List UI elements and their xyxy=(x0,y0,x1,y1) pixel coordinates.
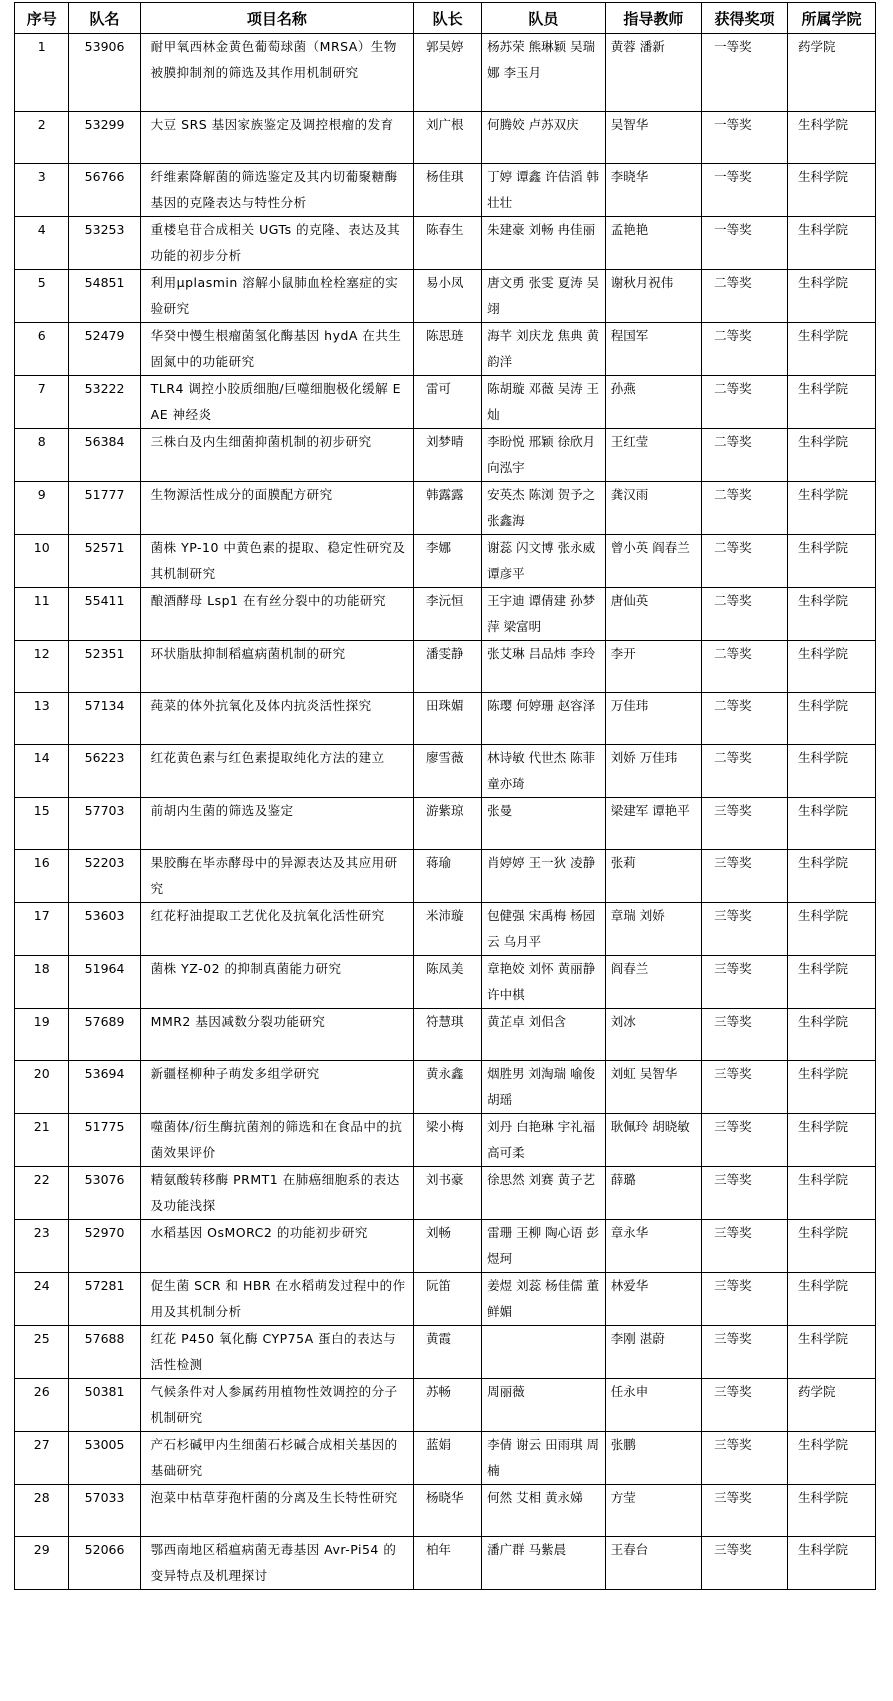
table-row xyxy=(15,164,876,217)
award-level: 三等奖 xyxy=(702,1273,788,1326)
team-id: 56384 xyxy=(69,429,140,482)
advisor-names: 张莉 xyxy=(605,850,701,903)
row-index: 20 xyxy=(15,1061,69,1114)
award-level: 三等奖 xyxy=(702,798,788,850)
award-level: 二等奖 xyxy=(702,482,788,535)
college-name: 生科学院 xyxy=(787,1220,875,1273)
table-row xyxy=(15,217,876,270)
project-name: 噬菌体/衍生酶抗菌剂的筛选和在食品中的抗菌效果评价 xyxy=(140,1114,413,1167)
team-id: 51964 xyxy=(69,956,140,1009)
member-names: 章艳姣 刘怀 黄丽静 许中棋 xyxy=(482,956,606,1009)
captain-name: 杨晓华 xyxy=(414,1485,482,1537)
advisor-names: 阎春兰 xyxy=(605,956,701,1009)
college-name: 生科学院 xyxy=(787,745,875,798)
captain-name: 陈春生 xyxy=(414,217,482,270)
member-names: 潘广群 马紫晨 xyxy=(482,1537,606,1590)
header-index: 序号 xyxy=(15,3,69,34)
table-row xyxy=(15,1485,876,1537)
member-names: 何然 艾相 黄永娣 xyxy=(482,1485,606,1537)
project-name: 重楼皂苷合成相关 UGTs 的克隆、表达及其功能的初步分析 xyxy=(140,217,413,270)
award-level: 一等奖 xyxy=(702,34,788,112)
college-name: 生科学院 xyxy=(787,798,875,850)
row-index: 23 xyxy=(15,1220,69,1273)
member-names: 肖婷婷 王一狄 凌静 xyxy=(482,850,606,903)
college-name: 生科学院 xyxy=(787,270,875,323)
project-name: 生物源活性成分的面膜配方研究 xyxy=(140,482,413,535)
project-name: 菌株 YP-10 中黄色素的提取、稳定性研究及其机制研究 xyxy=(140,535,413,588)
advisor-names: 薛璐 xyxy=(605,1167,701,1220)
table-row xyxy=(15,1061,876,1114)
member-names: 安英杰 陈浏 贺予之 张鑫海 xyxy=(482,482,606,535)
advisor-names: 方莹 xyxy=(605,1485,701,1537)
row-index: 1 xyxy=(15,34,69,112)
team-id: 57689 xyxy=(69,1009,140,1061)
table-row xyxy=(15,270,876,323)
award-level: 一等奖 xyxy=(702,112,788,164)
table-row xyxy=(15,535,876,588)
college-name: 生科学院 xyxy=(787,112,875,164)
team-id: 53253 xyxy=(69,217,140,270)
team-id: 52203 xyxy=(69,850,140,903)
project-name: 莼菜的体外抗氧化及体内抗炎活性探究 xyxy=(140,693,413,745)
advisor-names: 吴智华 xyxy=(605,112,701,164)
award-level: 三等奖 xyxy=(702,1537,788,1590)
award-level: 三等奖 xyxy=(702,850,788,903)
award-level: 三等奖 xyxy=(702,1220,788,1273)
table-row xyxy=(15,1326,876,1379)
project-name: 泡菜中枯草芽孢杆菌的分离及生长特性研究 xyxy=(140,1485,413,1537)
header-captain: 队长 xyxy=(414,3,482,34)
member-names: 王宇迪 谭倩建 孙梦萍 梁富明 xyxy=(482,588,606,641)
captain-name: 米沛璇 xyxy=(414,903,482,956)
college-name: 生科学院 xyxy=(787,1009,875,1061)
college-name: 生科学院 xyxy=(787,588,875,641)
college-name: 生科学院 xyxy=(787,217,875,270)
team-id: 57134 xyxy=(69,693,140,745)
captain-name: 杨佳琪 xyxy=(414,164,482,217)
row-index: 17 xyxy=(15,903,69,956)
row-index: 8 xyxy=(15,429,69,482)
row-index: 27 xyxy=(15,1432,69,1485)
table-row xyxy=(15,693,876,745)
captain-name: 陈凤美 xyxy=(414,956,482,1009)
advisor-names: 谢秋月祝伟 xyxy=(605,270,701,323)
team-id: 51775 xyxy=(69,1114,140,1167)
college-name: 生科学院 xyxy=(787,1273,875,1326)
advisor-names: 刘虹 吴智华 xyxy=(605,1061,701,1114)
table-row xyxy=(15,323,876,376)
member-names: 李倩 谢云 田雨琪 周楠 xyxy=(482,1432,606,1485)
row-index: 5 xyxy=(15,270,69,323)
team-id: 57703 xyxy=(69,798,140,850)
award-level: 三等奖 xyxy=(702,1379,788,1432)
project-name: 红花 P450 氧化酶 CYP75A 蛋白的表达与活性检测 xyxy=(140,1326,413,1379)
captain-name: 黄霞 xyxy=(414,1326,482,1379)
member-names: 周丽薇 xyxy=(482,1379,606,1432)
table-row xyxy=(15,745,876,798)
project-name: 大豆 SRS 基因家族鉴定及调控根瘤的发育 xyxy=(140,112,413,164)
project-name: 精氨酸转移酶 PRMT1 在肺癌细胞系的表达及功能浅探 xyxy=(140,1167,413,1220)
college-name: 生科学院 xyxy=(787,323,875,376)
captain-name: 苏畅 xyxy=(414,1379,482,1432)
advisor-names: 刘娇 万佳玮 xyxy=(605,745,701,798)
college-name: 生科学院 xyxy=(787,1061,875,1114)
captain-name: 李娜 xyxy=(414,535,482,588)
award-list-document xyxy=(14,2,876,1590)
row-index: 26 xyxy=(15,1379,69,1432)
project-name: 菌株 YZ-02 的抑制真菌能力研究 xyxy=(140,956,413,1009)
team-id: 55411 xyxy=(69,588,140,641)
team-id: 57281 xyxy=(69,1273,140,1326)
member-names: 包健强 宋禹梅 杨园云 乌月平 xyxy=(482,903,606,956)
advisor-names: 万佳玮 xyxy=(605,693,701,745)
project-name: 新疆柽柳种子萌发多组学研究 xyxy=(140,1061,413,1114)
award-table xyxy=(14,2,876,1590)
captain-name: 李沅恒 xyxy=(414,588,482,641)
member-names: 黄芷卓 刘佀含 xyxy=(482,1009,606,1061)
award-level: 二等奖 xyxy=(702,376,788,429)
header-team: 队名 xyxy=(69,3,140,34)
row-index: 14 xyxy=(15,745,69,798)
table-row xyxy=(15,903,876,956)
college-name: 生科学院 xyxy=(787,1114,875,1167)
project-name: 果胶酶在毕赤酵母中的异源表达及其应用研究 xyxy=(140,850,413,903)
project-name: 红花籽油提取工艺优化及抗氧化活性研究 xyxy=(140,903,413,956)
team-id: 52571 xyxy=(69,535,140,588)
row-index: 2 xyxy=(15,112,69,164)
advisor-names: 程国军 xyxy=(605,323,701,376)
college-name: 生科学院 xyxy=(787,1537,875,1590)
row-index: 28 xyxy=(15,1485,69,1537)
table-row xyxy=(15,376,876,429)
advisor-names: 李晓华 xyxy=(605,164,701,217)
award-level: 二等奖 xyxy=(702,323,788,376)
row-index: 9 xyxy=(15,482,69,535)
advisor-names: 曾小英 阎春兰 xyxy=(605,535,701,588)
member-names: 烟胜男 刘淘瑞 喻俊 胡瑶 xyxy=(482,1061,606,1114)
captain-name: 符慧琪 xyxy=(414,1009,482,1061)
team-id: 53906 xyxy=(69,34,140,112)
member-names: 谢蕊 闪文博 张永威 谭彦平 xyxy=(482,535,606,588)
table-row xyxy=(15,1167,876,1220)
member-names: 张曼 xyxy=(482,798,606,850)
advisor-names: 李刚 湛蔚 xyxy=(605,1326,701,1379)
table-body xyxy=(15,34,876,1590)
award-level: 二等奖 xyxy=(702,745,788,798)
row-index: 16 xyxy=(15,850,69,903)
table-row xyxy=(15,429,876,482)
award-level: 三等奖 xyxy=(702,1167,788,1220)
advisor-names: 章瑞 刘娇 xyxy=(605,903,701,956)
row-index: 3 xyxy=(15,164,69,217)
team-id: 53694 xyxy=(69,1061,140,1114)
member-names: 姜煜 刘蕊 杨佳儒 董鲜媚 xyxy=(482,1273,606,1326)
captain-name: 蒋瑜 xyxy=(414,850,482,903)
captain-name: 刘广根 xyxy=(414,112,482,164)
project-name: 利用µplasmin 溶解小鼠肺血栓栓塞症的实验研究 xyxy=(140,270,413,323)
advisor-names: 龚汉雨 xyxy=(605,482,701,535)
team-id: 52351 xyxy=(69,641,140,693)
advisor-names: 黄蓉 潘新 xyxy=(605,34,701,112)
award-level: 二等奖 xyxy=(702,588,788,641)
award-level: 二等奖 xyxy=(702,535,788,588)
college-name: 生科学院 xyxy=(787,376,875,429)
college-name: 生科学院 xyxy=(787,693,875,745)
table-row xyxy=(15,641,876,693)
team-id: 53222 xyxy=(69,376,140,429)
member-names: 杨苏荣 熊琳颖 吴瑞娜 李玉月 xyxy=(482,34,606,112)
row-index: 6 xyxy=(15,323,69,376)
project-name: 红花黄色素与红色素提取纯化方法的建立 xyxy=(140,745,413,798)
advisor-names: 耿佩玲 胡晓敏 xyxy=(605,1114,701,1167)
table-row xyxy=(15,34,876,112)
project-name: 前胡内生菌的筛选及鉴定 xyxy=(140,798,413,850)
team-id: 52479 xyxy=(69,323,140,376)
advisor-names: 孙燕 xyxy=(605,376,701,429)
table-row xyxy=(15,112,876,164)
award-level: 三等奖 xyxy=(702,903,788,956)
table-row xyxy=(15,850,876,903)
row-index: 12 xyxy=(15,641,69,693)
award-level: 一等奖 xyxy=(702,164,788,217)
member-names: 雷珊 王柳 陶心语 彭煜珂 xyxy=(482,1220,606,1273)
advisor-names: 王红莹 xyxy=(605,429,701,482)
header-advisor: 指导教师 xyxy=(605,3,701,34)
member-names: 唐文勇 张雯 夏涛 吴翊 xyxy=(482,270,606,323)
team-id: 56766 xyxy=(69,164,140,217)
captain-name: 易小凤 xyxy=(414,270,482,323)
college-name: 生科学院 xyxy=(787,641,875,693)
project-name: MMR2 基因减数分裂功能研究 xyxy=(140,1009,413,1061)
header-members: 队员 xyxy=(482,3,606,34)
advisor-names: 张鹏 xyxy=(605,1432,701,1485)
team-id: 57688 xyxy=(69,1326,140,1379)
header-award: 获得奖项 xyxy=(702,3,788,34)
member-names: 朱建豪 刘畅 冉佳丽 xyxy=(482,217,606,270)
project-name: TLR4 调控小胶质细胞/巨噬细胞极化缓解 EAE 神经炎 xyxy=(140,376,413,429)
captain-name: 韩露露 xyxy=(414,482,482,535)
advisor-names: 章永华 xyxy=(605,1220,701,1273)
award-level: 三等奖 xyxy=(702,1326,788,1379)
row-index: 15 xyxy=(15,798,69,850)
project-name: 酿酒酵母 Lsp1 在有丝分裂中的功能研究 xyxy=(140,588,413,641)
captain-name: 刘书豪 xyxy=(414,1167,482,1220)
captain-name: 郭吴婷 xyxy=(414,34,482,112)
award-level: 二等奖 xyxy=(702,270,788,323)
advisor-names: 林爱华 xyxy=(605,1273,701,1326)
project-name: 促生菌 SCR 和 HBR 在水稻萌发过程中的作用及其机制分析 xyxy=(140,1273,413,1326)
award-level: 二等奖 xyxy=(702,693,788,745)
college-name: 生科学院 xyxy=(787,956,875,1009)
college-name: 药学院 xyxy=(787,1379,875,1432)
header-row xyxy=(15,3,876,34)
header-college: 所属学院 xyxy=(787,3,875,34)
member-names: 林诗敏 代世杰 陈菲 童亦琦 xyxy=(482,745,606,798)
captain-name: 梁小梅 xyxy=(414,1114,482,1167)
header-project: 项目名称 xyxy=(140,3,413,34)
member-names: 何腾姣 卢苏双庆 xyxy=(482,112,606,164)
table-row xyxy=(15,482,876,535)
project-name: 鄂西南地区稻瘟病菌无毒基因 Avr-Pi54 的变异特点及机理探讨 xyxy=(140,1537,413,1590)
project-name: 三株白及内生细菌抑菌机制的初步研究 xyxy=(140,429,413,482)
college-name: 生科学院 xyxy=(787,1432,875,1485)
team-id: 53603 xyxy=(69,903,140,956)
team-id: 50381 xyxy=(69,1379,140,1432)
row-index: 25 xyxy=(15,1326,69,1379)
award-level: 三等奖 xyxy=(702,1485,788,1537)
college-name: 生科学院 xyxy=(787,535,875,588)
table-row xyxy=(15,1537,876,1590)
table-row xyxy=(15,1114,876,1167)
table-row xyxy=(15,1220,876,1273)
member-names: 张艾琳 吕品炜 李玲 xyxy=(482,641,606,693)
college-name: 生科学院 xyxy=(787,482,875,535)
captain-name: 黄永鑫 xyxy=(414,1061,482,1114)
team-id: 56223 xyxy=(69,745,140,798)
captain-name: 田珠媚 xyxy=(414,693,482,745)
team-id: 52970 xyxy=(69,1220,140,1273)
advisor-names: 梁建军 谭艳平 xyxy=(605,798,701,850)
advisor-names: 孟艳艳 xyxy=(605,217,701,270)
captain-name: 刘梦晴 xyxy=(414,429,482,482)
team-id: 52066 xyxy=(69,1537,140,1590)
project-name: 水稻基因 OsMORC2 的功能初步研究 xyxy=(140,1220,413,1273)
advisor-names: 刘冰 xyxy=(605,1009,701,1061)
team-id: 53299 xyxy=(69,112,140,164)
member-names: 徐思然 刘赛 黄子艺 xyxy=(482,1167,606,1220)
row-index: 24 xyxy=(15,1273,69,1326)
award-level: 三等奖 xyxy=(702,1432,788,1485)
award-level: 三等奖 xyxy=(702,1114,788,1167)
advisor-names: 唐仙英 xyxy=(605,588,701,641)
college-name: 生科学院 xyxy=(787,850,875,903)
college-name: 生科学院 xyxy=(787,1326,875,1379)
team-id: 51777 xyxy=(69,482,140,535)
row-index: 29 xyxy=(15,1537,69,1590)
project-name: 环状脂肽抑制稻瘟病菌机制的研究 xyxy=(140,641,413,693)
award-level: 二等奖 xyxy=(702,641,788,693)
member-names xyxy=(482,1326,606,1379)
captain-name: 阮笛 xyxy=(414,1273,482,1326)
project-name: 耐甲氧西林金黄色葡萄球菌（MRSA）生物被膜抑制剂的筛选及其作用机制研究 xyxy=(140,34,413,112)
captain-name: 陈思琏 xyxy=(414,323,482,376)
college-name: 生科学院 xyxy=(787,164,875,217)
award-level: 三等奖 xyxy=(702,1009,788,1061)
project-name: 产石杉碱甲内生细菌石杉碱合成相关基因的基础研究 xyxy=(140,1432,413,1485)
member-names: 陈胡璇 邓薇 吴涛 王灿 xyxy=(482,376,606,429)
captain-name: 廖雪薇 xyxy=(414,745,482,798)
member-names: 李盼悦 邢颖 徐欣月 向泓宇 xyxy=(482,429,606,482)
college-name: 生科学院 xyxy=(787,429,875,482)
member-names: 刘丹 白艳琳 宇礼福 高可柔 xyxy=(482,1114,606,1167)
project-name: 华癸中慢生根瘤菌氢化酶基因 hydA 在共生固氮中的功能研究 xyxy=(140,323,413,376)
table-row xyxy=(15,1009,876,1061)
award-level: 三等奖 xyxy=(702,1061,788,1114)
member-names: 陈璎 何婷珊 赵容泽 xyxy=(482,693,606,745)
row-index: 10 xyxy=(15,535,69,588)
table-row xyxy=(15,798,876,850)
captain-name: 蓝娟 xyxy=(414,1432,482,1485)
advisor-names: 李开 xyxy=(605,641,701,693)
college-name: 生科学院 xyxy=(787,903,875,956)
table-row xyxy=(15,956,876,1009)
row-index: 11 xyxy=(15,588,69,641)
college-name: 生科学院 xyxy=(787,1485,875,1537)
award-level: 一等奖 xyxy=(702,217,788,270)
row-index: 7 xyxy=(15,376,69,429)
table-row xyxy=(15,1379,876,1432)
team-id: 57033 xyxy=(69,1485,140,1537)
project-name: 气候条件对人参属药用植物性效调控的分子机制研究 xyxy=(140,1379,413,1432)
row-index: 21 xyxy=(15,1114,69,1167)
table-row xyxy=(15,1432,876,1485)
college-name: 生科学院 xyxy=(787,1167,875,1220)
row-index: 22 xyxy=(15,1167,69,1220)
table-row xyxy=(15,588,876,641)
captain-name: 游紫琼 xyxy=(414,798,482,850)
row-index: 4 xyxy=(15,217,69,270)
captain-name: 雷可 xyxy=(414,376,482,429)
advisor-names: 王春台 xyxy=(605,1537,701,1590)
member-names: 海芊 刘庆龙 焦典 黄韵洋 xyxy=(482,323,606,376)
row-index: 19 xyxy=(15,1009,69,1061)
captain-name: 柏年 xyxy=(414,1537,482,1590)
row-index: 18 xyxy=(15,956,69,1009)
captain-name: 潘雯静 xyxy=(414,641,482,693)
team-id: 53076 xyxy=(69,1167,140,1220)
row-index: 13 xyxy=(15,693,69,745)
award-level: 二等奖 xyxy=(702,429,788,482)
table-row xyxy=(15,1273,876,1326)
project-name: 纤维素降解菌的筛选鉴定及其内切葡聚糖酶基因的克隆表达与特性分析 xyxy=(140,164,413,217)
award-level: 三等奖 xyxy=(702,956,788,1009)
team-id: 54851 xyxy=(69,270,140,323)
college-name: 药学院 xyxy=(787,34,875,112)
member-names: 丁婷 谭鑫 许佶滔 韩壮壮 xyxy=(482,164,606,217)
team-id: 53005 xyxy=(69,1432,140,1485)
advisor-names: 任永申 xyxy=(605,1379,701,1432)
captain-name: 刘畅 xyxy=(414,1220,482,1273)
